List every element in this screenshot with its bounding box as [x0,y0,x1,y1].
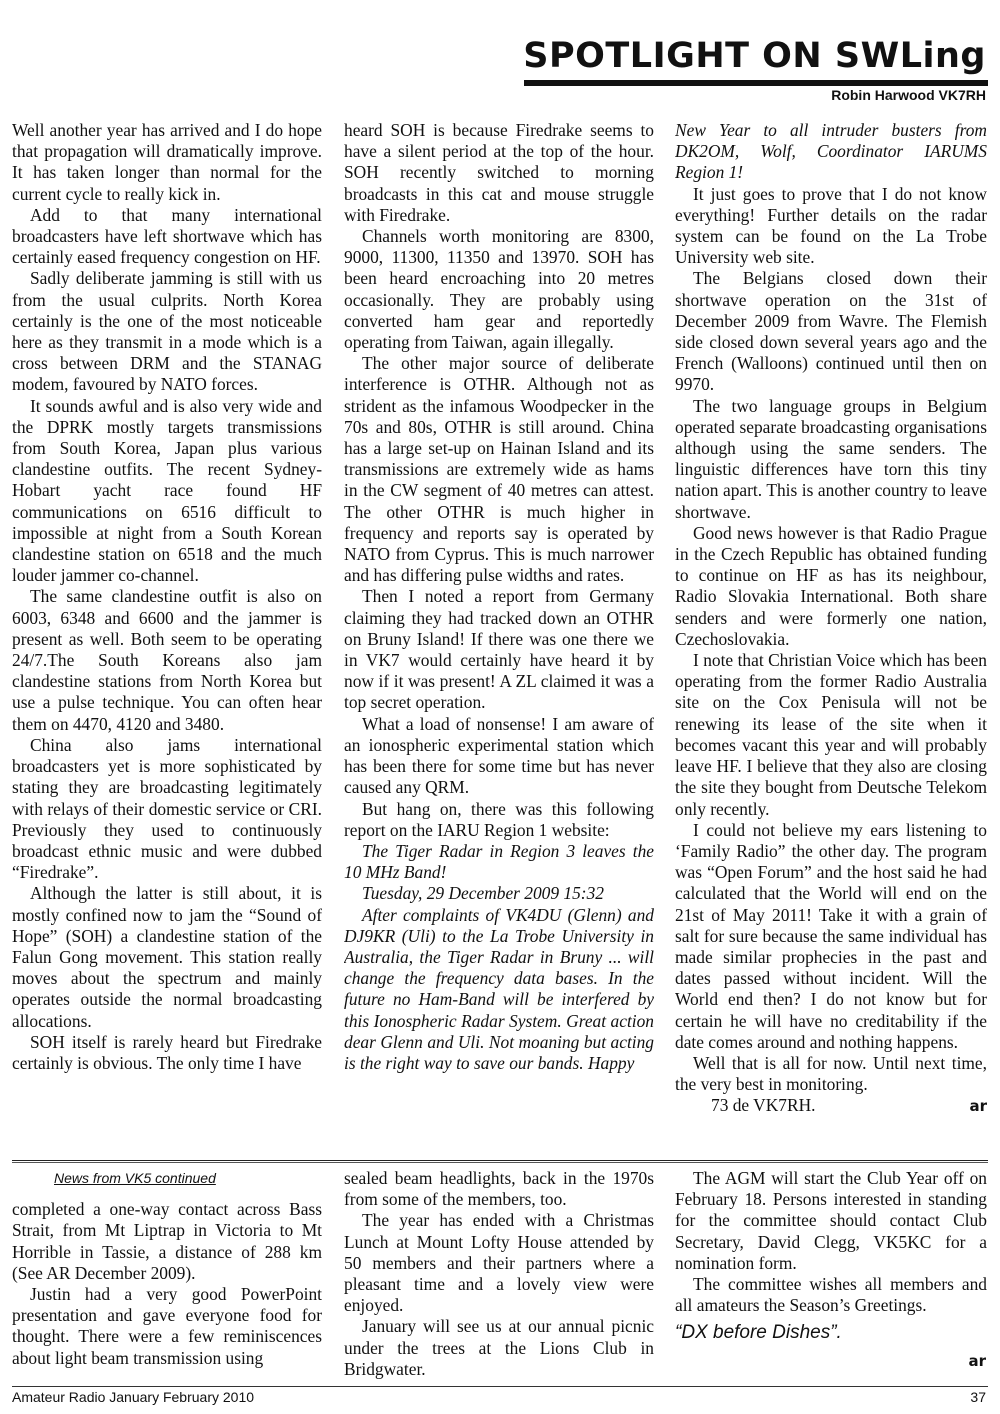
news-heading: News from VK5 continued [54,1170,216,1186]
paragraph: It just goes to prove that I do not know everything! Further details on the radar system can be found on the La Trobe University web site. [675,183,987,268]
paragraph: SOH itself is rarely heard but Firedrake certainly is obvious. The only time I have [12,1031,322,1073]
paragraph: Channels worth monitoring are 8300, 9000, 11300, 11350 and 13970. SOH has been heard encroaching into 20 metres occasionally. They are probably using converted ham gear and reportedly operating from Taiwan, again illegally. [344,226,654,353]
paragraph: January will see us at our annual picnic under the trees at the Lions Club in Bridgwater. [344,1316,654,1379]
paragraph: completed a one-way contact across Bass Strait, from Mt Liptrap in Victoria to Mt Horrible in Tassie, a distance of 288 km (See AR December 2009). [12,1199,322,1283]
paragraph: The year has ended with a Christmas Lunch at Mount Lofty House attended by 50 members and their partners where a pleasant time and a lovely view were enjoyed. [344,1210,654,1316]
paragraph: What a load of nonsense! I am aware of an ionospheric experimental station which has been there for some time but has never caused any QRM. [344,713,654,798]
paragraph: The other major source of deliberate interference is OTHR. Although not as strident as the infamous Woodpecker in the 70s and 80s, OTHR is still around. China has a large set-up on Hainan Island and its transmissions are extremely wide as hams in the CW segment of 40 metres can attest. The other OTHR is much higher in frequency and reports say is operated by NATO from Cyprus. This is much narrower and has differing pulse widths and rates. [344,353,654,586]
footer-rule [12,1386,988,1387]
author-byline: Robin Harwood VK7RH [831,87,986,103]
paragraph: The same clandestine outfit is also on 6003, 6348 and 6600 and the jammer is present as well. Both seem to be operating 24/7.The South Koreans also jam clandestine stations from North Korea but use a pulse technique. You can often hear them on 4470, 4120 and 3480. [12,586,322,734]
section-divider [12,1160,988,1161]
paragraph: Good news however is that Radio Prague in the Czech Republic has obtained funding to continue on HF as has its neighbour, Radio Slovakia International. Both share senders and were formerly one nation, Czechoslovakia. [675,522,987,649]
paragraph: It sounds awful and is also very wide and the DPRK mostly targets transmissions from South Korea, Japan plus various clandestine outfits. The recent Sydney-Hobart yacht race found HF communications on 6516 difficult to impossible at night from a South Korean clandestine station on 6518 and the much louder jammer co-channel. [12,395,322,586]
signoff-line [675,1095,987,1117]
news-column-3 [675,1168,987,1344]
paragraph: But hang on, there was this following report on the IARU Region 1 website: [344,798,654,840]
paragraph: The committee wishes all members and all amateurs the Season’s Greetings. [675,1274,987,1316]
paragraph: The Belgians closed down their shortwave operation on the 31st of December 2009 from Wavre. The Flemish side closed down several years ago and the French (Walloons) continued until then on 9970. [675,268,987,395]
paragraph: Justin had a very good PowerPoint presentation and gave everyone food for thought. There were a few reminiscences about light beam transmission using [12,1284,322,1368]
paragraph: Although the latter is still about, it is mostly confined now to jam the “Sound of Hope” (SOH) a clandestine station of the Falun Gong movement. This station really moves about the spectrum and mainly operates outside the normal broadcasting allocations. [12,883,322,1031]
article-column-2 [344,120,654,1130]
club-slogan: “DX before Dishes”. [675,1322,842,1344]
paragraph: Then I noted a report from Germany claiming they had tracked down an OTHR on Bruny Island! If there was one there we in VK7 would certainly have heard it by now if it was present! A ZL claimed it was a top secret operation. [344,586,654,713]
quoted-report: After complaints of VK4DU (Glenn) and DJ9KR (Uli) to the La Trobe University in Australia, the Tiger Radar in Bruny ... will change the frequency data bases. In the future no Ham-Band will be interfered by this Ionospheric Radar System. Great action dear Glenn and Uli. Not moaning but acting is the right way to save our bands. Happy [344,904,654,1073]
quoted-headline: The Tiger Radar in Region 3 leaves the 10 MHz Band! [344,840,654,883]
page-number: 37 [970,1389,986,1405]
article-column-3 [675,120,987,1130]
paragraph: I could not believe my ears listening to ‘Family Radio” the other day. The program was “Open Forum” and the host said he had calculated that the World will end on the 21st of May 2011! Take it with a grain of salt for sure because the same individual has made similar prophecies in the past and dates passed without incident. Will the World end then? I do not know but for certain he will have no creditability if the date comes around and nothing happens. [675,819,987,1052]
footer-publication: Amateur Radio January February 2010 [12,1389,255,1405]
article-column-1 [12,120,322,1130]
quoted-report-end: New Year to all intruder busters from DK2OM, Wolf, Coordinator IARUMS Region 1! [675,120,987,183]
news-end-mark: ar [968,1352,986,1370]
news-column-2 [344,1168,654,1380]
paragraph: Well that is all for now. Until next time, the very best in monitoring. [675,1052,987,1095]
paragraph: Well another year has arrived and I do hope that propagation will dramatically improve. It has taken longer than normal for the current cycle to really kick in. [12,120,322,204]
paragraph: The two language groups in Belgium operated separate broadcasting organisations although using the same senders. The linguistic differences have torn this tiny nation apart. This is another country to leave shortwave. [675,395,987,522]
paragraph: sealed beam headlights, back in the 1970s from some of the members, too. [344,1168,654,1210]
end-mark: ar [969,1097,987,1116]
title-rule [524,80,988,86]
news-column-1 [12,1168,322,1369]
section-title: SPOTLIGHT ON SWLing [523,36,986,76]
quoted-dateline: Tuesday, 29 December 2009 15:32 [362,883,604,904]
paragraph: China also jams international broadcasters yet is more sophisticated by stating they are broadcasting legitimately with relays of their domestic service or CRI. Previously they used to continuously broadcast ethnic music and were dubbed “Firedrake”. [12,734,322,883]
paragraph: Add to that many international broadcasters have left shortwave which has certainly eased frequency congestion on HF. [12,204,322,268]
paragraph: heard SOH is because Firedrake seems to have a silent period at the top of the hour. SOH recently switched to morning broadcasts in this cat and mouse struggle with Firedrake. [344,120,654,225]
paragraph: I note that Christian Voice which has been operating from the former Radio Australia site on the Cox Penisula will not be renewing its lease of the site when it becomes vacant this year and will probably leave HF. I believe that they also are closing the site they bought from Deutsche Telekom only recently. [675,650,987,819]
signoff-callsign: 73 de VK7RH. [711,1095,816,1116]
paragraph: Sadly deliberate jamming is still with us from the usual culprits. North Korea certainly is the one of the most noticeable here as they transmit in a mode which is a cross between DRM and the STANAG modem, favoured by NATO forces. [12,268,322,395]
paragraph: The AGM will start the Club Year off on February 18. Persons interested in standing for the committee should contact Club Secretary, David Clegg, VK5KC for a nomination form. [675,1168,987,1273]
section-divider-inner [12,1162,988,1163]
